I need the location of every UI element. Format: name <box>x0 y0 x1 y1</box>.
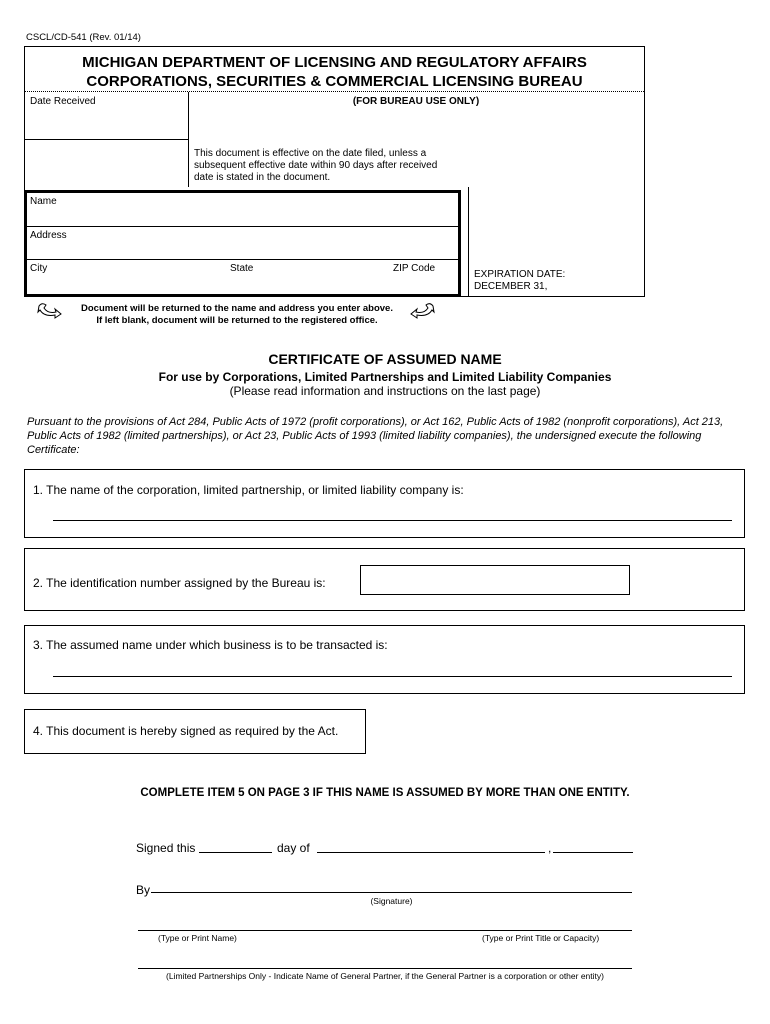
signed-day-line <box>199 852 272 853</box>
print-name-caption: (Type or Print Name) <box>158 933 237 943</box>
bureau-left-cell <box>25 139 189 187</box>
state-input[interactable] <box>230 276 380 292</box>
certificate-title: CERTIFICATE OF ASSUMED NAME <box>268 351 502 367</box>
item4-label: 4. This document is hereby signed as required by the Act. <box>33 724 339 738</box>
signed-year-line <box>553 852 633 853</box>
return-arrow-left-icon <box>36 300 62 320</box>
expiration-label: EXPIRATION DATE: <box>474 269 566 280</box>
signed-month-input[interactable] <box>318 837 543 852</box>
print-name-input[interactable] <box>140 915 632 930</box>
page-title-line1: MICHIGAN DEPARTMENT OF LICENSING AND REGULATORY AFFAIRS <box>82 54 587 71</box>
date-received-input[interactable] <box>30 112 180 132</box>
address-input[interactable] <box>30 243 450 259</box>
signature-line <box>151 892 632 893</box>
date-comma: , <box>548 841 552 855</box>
zip-label: ZIP Code <box>393 263 436 274</box>
bureau-id-input[interactable] <box>360 565 630 595</box>
signed-year-input[interactable] <box>554 837 632 852</box>
general-partner-line <box>138 968 632 969</box>
name-divider <box>27 226 458 227</box>
address-divider <box>27 259 458 260</box>
city-label: City <box>30 263 48 274</box>
return-note-line2: If left blank, document will be returned to the registered office. <box>96 315 378 326</box>
zip-input[interactable] <box>393 276 453 292</box>
bureau-use-only: (FOR BUREAU USE ONLY) <box>352 96 480 107</box>
print-title-caption: (Type or Print Title or Capacity) <box>482 933 600 943</box>
return-arrow-right-icon <box>410 300 436 320</box>
item3-label: 3. The assumed name under which business is to be transacted is: <box>33 638 388 652</box>
signature-caption: (Signature) <box>370 896 413 906</box>
address-label: Address <box>30 230 67 241</box>
entity-name-input[interactable] <box>54 504 730 520</box>
day-of-label: day of <box>277 841 310 855</box>
name-input[interactable] <box>30 209 450 225</box>
general-partner-input[interactable] <box>140 953 632 968</box>
signature-input[interactable] <box>152 878 630 893</box>
item1-label: 1. The name of the corporation, limited partnership, or limited liability company is: <box>33 483 464 497</box>
signed-day-input[interactable] <box>200 837 270 852</box>
print-name-line <box>138 930 632 931</box>
expiration-date <box>474 269 565 293</box>
preamble: Pursuant to the provisions of Act 284, Public Acts of 1972 (profit corporations), or Act 162, Public Acts of 1982 (nonprofit corporations), Act 213, Public Acts of 1982 (limited partnerships), or Act 23, Public Acts of 1993 (limited liability companies), the undersigned execute the following Certificate: <box>27 416 724 456</box>
page-title <box>24 53 645 91</box>
item1-line <box>53 520 732 521</box>
city-input[interactable] <box>30 276 220 292</box>
expiration-divider <box>468 187 469 297</box>
effective-note: This document is effective on the date filed, unless a subsequent effective date within 90 days after received date is stated in the document. <box>194 148 438 183</box>
page-title-line2: CORPORATIONS, SECURITIES & COMMERCIAL LICENSING BUREAU <box>86 73 583 90</box>
form-id: CSCL/CD-541 (Rev. 01/14) <box>26 32 141 43</box>
certificate-subtitle: For use by Corporations, Limited Partnerships and Limited Liability Companies <box>158 370 612 384</box>
assumed-name-input[interactable] <box>54 660 730 676</box>
complete-item5-note: COMPLETE ITEM 5 ON PAGE 3 IF THIS NAME IS ASSUMED BY MORE THAN ONE ENTITY. <box>140 787 630 799</box>
by-label: By <box>136 883 151 897</box>
return-note <box>62 303 412 327</box>
return-box-edge <box>460 190 461 294</box>
expiration-value: DECEMBER 31, <box>474 281 548 292</box>
signed-month-line <box>317 852 545 853</box>
date-received-label: Date Received <box>30 96 96 107</box>
name-label: Name <box>30 196 57 207</box>
item2-label: 2. The identification number assigned by the Bureau is: <box>33 576 326 590</box>
certificate-instructions: (Please read information and instructions on the last page) <box>229 384 541 398</box>
general-partner-caption: (Limited Partnerships Only - Indicate Name of General Partner, if the General Partner is a corporation or other entity) <box>166 971 604 981</box>
state-label: State <box>230 263 254 274</box>
signed-this-label: Signed this <box>136 841 196 855</box>
item3-line <box>53 676 732 677</box>
return-note-line1: Document will be returned to the name and address you enter above. <box>81 303 393 314</box>
